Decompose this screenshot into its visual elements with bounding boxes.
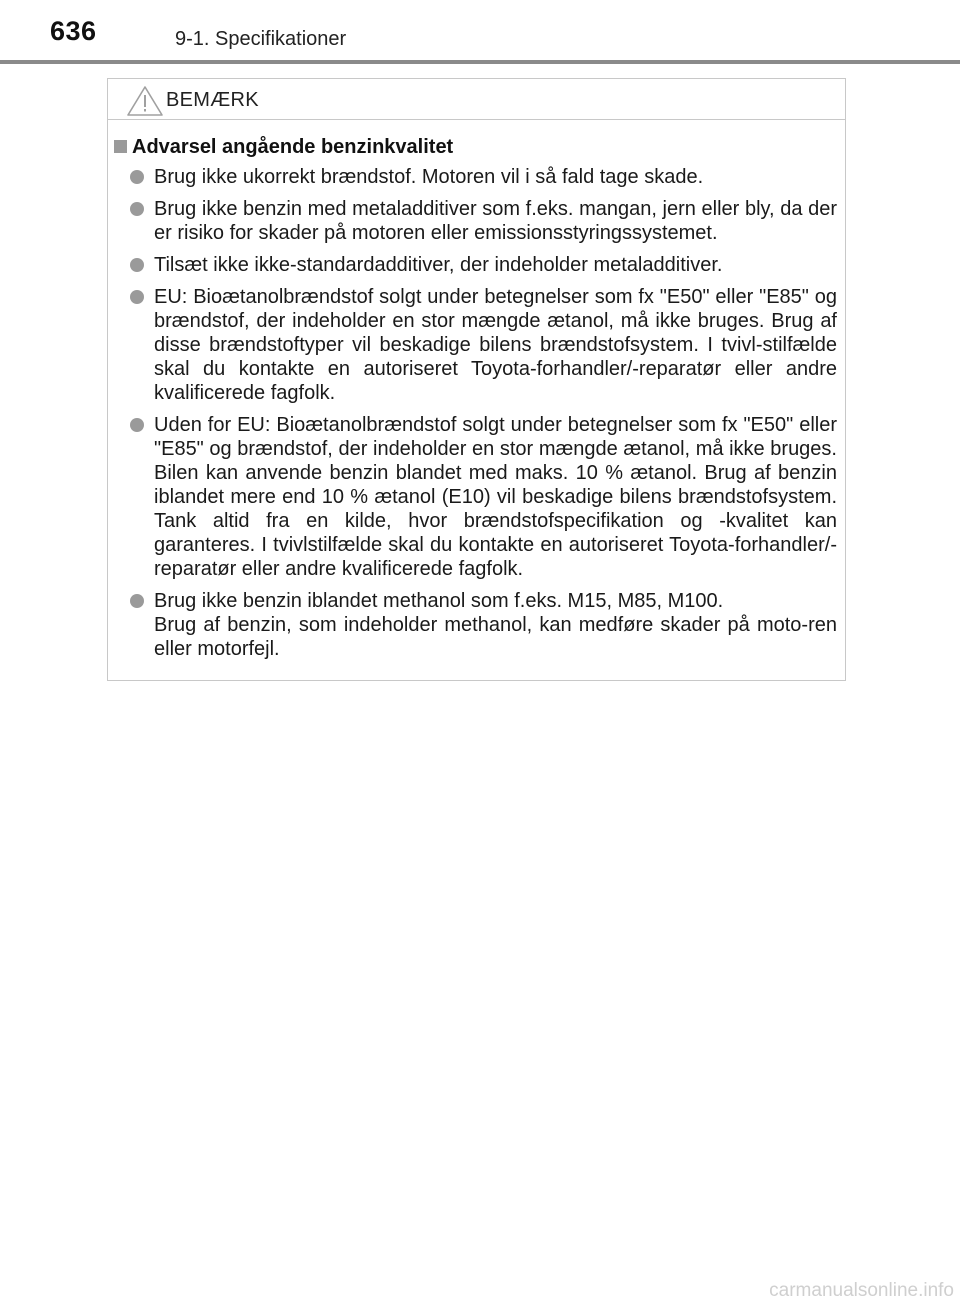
note-box [107,78,846,681]
circle-bullet-icon [130,418,144,432]
page-number: 636 [50,16,97,46]
bullet-text: Tilsæt ikke ikke-standardadditiver, der indeholder metaladditiver. [154,254,723,276]
bullet-item [108,285,845,405]
note-title: BEMÆRK [166,89,259,111]
note-header [108,79,845,120]
bullet-item [108,165,845,189]
bullet-text: Brug af benzin, som indeholder methanol, kan medføre skader på moto-ren eller motorfejl. [154,614,837,660]
circle-bullet-icon [130,258,144,272]
bullet-item [108,253,845,277]
circle-bullet-icon [130,594,144,608]
subheading-text: Advarsel angående benzinkvalitet [132,136,454,158]
bullet-item [108,589,845,661]
circle-bullet-icon [130,170,144,184]
square-bullet-icon [114,140,127,153]
bullet-text: Brug ikke benzin med metaladditiver som f.eks. mangan, jern eller bly, da der er risiko for skader på motoren eller emissionsstyringssystemet. [154,198,837,244]
note-body [108,135,845,669]
warning-triangle-icon [126,85,164,117]
circle-bullet-icon [130,290,144,304]
header-rule [0,60,960,64]
bullet-text: Uden for EU: Bioætanolbrændstof solgt under betegnelser som fx "E50" eller "E85" og brændstof, der indeholder en stor mængde ætanol, må ikke bruges. Bilen kan anvende benzin blandet med maks. 10 % ætanol. Brug af benzin iblandet mere end 10 % ætanol (E10) vil beskadige bilens brændstofsystem. Tank altid fra en kilde, hvor brændstofspecifikation og -kvalitet kan garanteres. I tvivlstilfælde skal du kontakte en autoriseret Toyota-forhandler/-reparatør eller andre kvalificerede fagfolk. [154,414,837,580]
watermark: carmanualsonline.info [769,1280,954,1301]
bullet-text: Brug ikke benzin iblandet methanol som f.eks. M15, M85, M100. [154,590,724,612]
bullet-text: Brug ikke ukorrekt brændstof. Motoren vil i så fald tage skade. [154,166,704,188]
bullet-item [108,197,845,245]
bullet-item [108,413,845,581]
section-title: 9-1. Specifikationer [175,28,347,50]
bullet-text: EU: Bioætanolbrændstof solgt under betegnelser som fx "E50" eller "E85" og brændstof, der indeholder en stor mængde ætanol, må ikke bruges. Brug af disse brændstoftyper vil beskadige bilens brændstofsystem. I tvivl-stilfælde skal du kontakte en autoriseret Toyota-forhandler/-reparatør eller andre kvalificerede fagfolk. [154,286,837,404]
note-subheading [108,135,845,159]
circle-bullet-icon [130,202,144,216]
